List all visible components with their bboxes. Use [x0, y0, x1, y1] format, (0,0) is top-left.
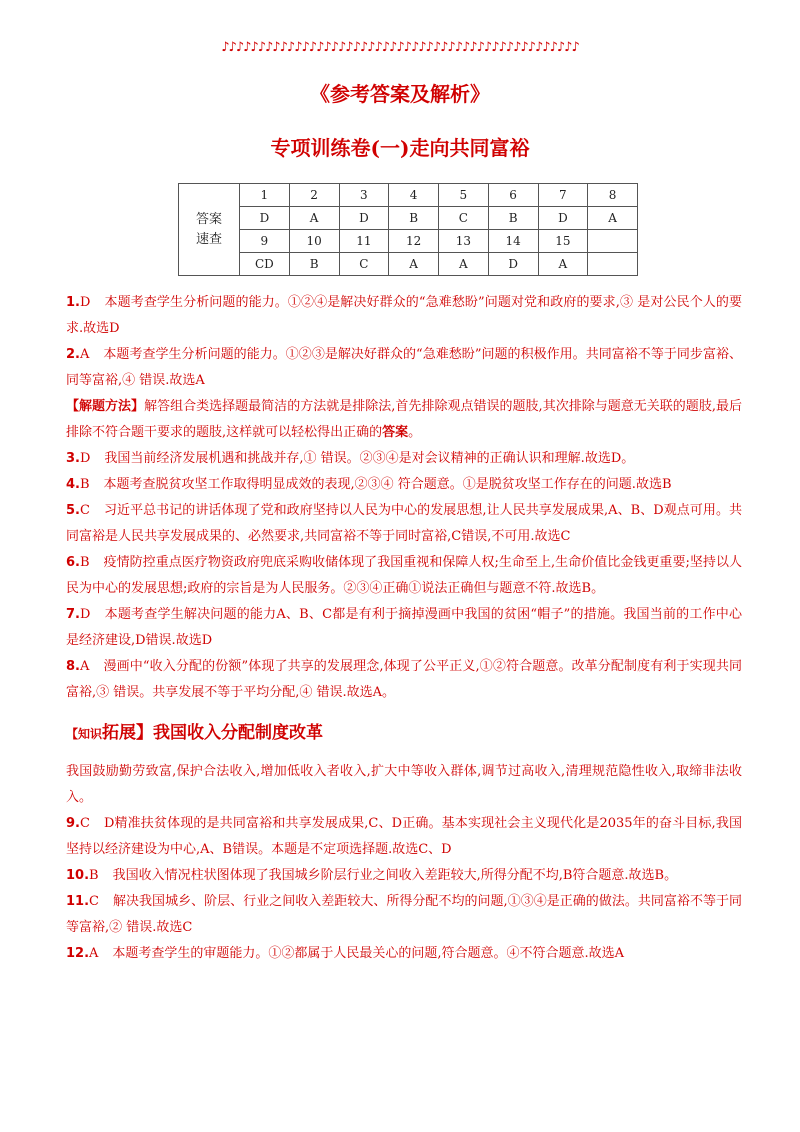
answer-item [66, 602, 742, 654]
label-line1: 答案 [195, 211, 222, 227]
table-cell: 13 [439, 230, 489, 253]
table-cell: A [588, 207, 638, 230]
item-text: 习近平总书记的讲话体现了党和政府坚持以人民为中心的发展思想,让人民共享发展成果,A、B、D观点可用。共同富裕是人民共享发展成果的、必然要求,共同富裕不等于同时富裕,C错误,不可用.故选C [66, 503, 742, 544]
table-cell: 4 [389, 184, 439, 207]
item-text: 本题考查学生分析问题的能力。①②④是解决好群众的“急难愁盼”问题对党和政府的要求,③ 是对公民个人的要求.故选D [66, 295, 742, 336]
answer-item [66, 889, 742, 941]
label-line2: 速查 [195, 231, 222, 247]
item-number: 10. [66, 868, 90, 883]
item-number: 2. [66, 347, 80, 362]
table-cell: A [289, 207, 339, 230]
table-cell: 14 [488, 230, 538, 253]
item-answer: C [79, 816, 90, 831]
table-cell [588, 253, 638, 276]
item-number: 9. [66, 816, 80, 831]
table-cell: D [488, 253, 538, 276]
method-bold-word: 答案 [382, 425, 409, 440]
answer-item [66, 472, 742, 498]
table-row [179, 230, 638, 253]
item-number: 11. [66, 894, 90, 909]
table-cell: 1 [240, 184, 290, 207]
item-answer: D [79, 451, 91, 466]
answer-item [66, 811, 742, 863]
table-cell [588, 230, 638, 253]
extension-text: 我国鼓励勤劳致富,保护合法收入,增加低收入者收入,扩大中等收入群体,调节过高收入,清理规范隐性收入,取缔非法收入。 [66, 764, 742, 805]
method-text-end: 。 [408, 425, 422, 440]
table-row [179, 207, 638, 230]
answer-table-label [179, 184, 240, 276]
item-text: 本题考查学生的审题能力。①②都属于人民最关心的问题,符合题意。④不符合题意.故选A [112, 946, 625, 961]
item-text: 我国当前经济发展机遇和挑战并存,① 错误。②③④是对会议精神的正确认识和理解.故选D。 [104, 451, 635, 466]
item-number: 12. [66, 946, 90, 961]
answer-item [66, 941, 742, 967]
table-cell: C [339, 253, 389, 276]
table-cell: B [289, 253, 339, 276]
method-text: 解答组合类选择题最简洁的方法就是排除法,首先排除观点错误的题肢,其次排除与题意无关联的题肢,最后排除不符合题干要求的题肢,这样就可以轻松得出正确的 [66, 399, 742, 440]
table-cell: CD [240, 253, 290, 276]
table-cell: 8 [588, 184, 638, 207]
method-note [66, 394, 742, 446]
table-cell: 2 [289, 184, 339, 207]
table-cell: 10 [289, 230, 339, 253]
knowledge-extension-heading [66, 718, 742, 749]
item-text: 本题考查学生分析问题的能力。①②③是解决好群众的“急难愁盼”问题的积极作用。共同富裕不等于同步富裕、同等富裕,④ 错误.故选A [66, 347, 742, 388]
answer-item [66, 290, 742, 342]
table-cell: 9 [240, 230, 290, 253]
table-cell: 11 [339, 230, 389, 253]
table-row [179, 184, 638, 207]
item-text: 解决我国城乡、阶层、行业之间收入差距较大、所得分配不均的问题,①③④是正确的做法。共同富裕不等于同等富裕,② 错误.故选C [66, 894, 742, 935]
item-number: 4. [66, 477, 80, 492]
item-answer: B [79, 555, 90, 570]
table-cell: 12 [389, 230, 439, 253]
item-text: 我国收入情况柱状图体现了我国城乡阶层行业之间收入差距较大,所得分配不均,B符合题意.故选B。 [112, 868, 678, 883]
item-number: 6. [66, 555, 80, 570]
table-cell: 6 [488, 184, 538, 207]
item-answer: D [79, 607, 91, 622]
item-number: 3. [66, 451, 80, 466]
table-cell: D [339, 207, 389, 230]
item-text: 疫情防控重点医疗物资政府兜底采购收储体现了我国重视和保障人权;生命至上,生命价值比金钱更重要;坚持以人民为中心的发展思想;政府的宗旨是为人民服务。②③④正确①说法正确但与题意不符.故选B。 [66, 555, 742, 596]
item-answer: B [89, 868, 99, 883]
table-row [179, 253, 638, 276]
answer-table [178, 183, 638, 276]
answer-item [66, 863, 742, 889]
answer-item [66, 342, 742, 394]
music-notes-border: ♪♪♪♪♪♪♪♪♪♪♪♪♪♪♪♪♪♪♪♪♪♪♪♪♪♪♪♪♪♪♪♪♪♪♪♪♪♪♪♪♪♪♪♪♪♪♪♪♪ [221, 40, 579, 55]
item-text: 漫画中“收入分配的份额”体现了共享的发展理念,体现了公平正义,①②符合题意。改革分配制度有利于实现共同富裕,③ 错误。共享发展不等于平均分配,④ 错误.故选A。 [66, 659, 742, 700]
table-cell: A [389, 253, 439, 276]
item-answer: D [79, 295, 91, 310]
extension-tag-end: 拓展】 [102, 723, 154, 743]
answer-item [66, 654, 742, 706]
extension-tag: 【知识 [66, 727, 103, 741]
item-answer: A [79, 659, 90, 674]
item-number: 5. [66, 503, 80, 518]
item-answer: C [89, 894, 99, 909]
table-cell: A [439, 253, 489, 276]
page-title: 《参考答案及解析》 [310, 82, 490, 106]
extension-title: 我国收入分配制度改革 [153, 723, 324, 743]
item-answer: C [79, 503, 90, 518]
item-answer: B [79, 477, 90, 492]
item-text: 本题考查脱贫攻坚工作取得明显成效的表现,②③④ 符合题意。①是脱贫攻坚工作存在的问题.故选B [103, 477, 672, 492]
table-cell: C [439, 207, 489, 230]
method-label: 【解题方法】 [66, 399, 145, 414]
answer-item [66, 498, 742, 550]
table-cell: A [538, 253, 588, 276]
item-number: 1. [66, 295, 80, 310]
table-cell: D [538, 207, 588, 230]
table-cell: 3 [339, 184, 389, 207]
table-cell: B [488, 207, 538, 230]
item-answer: A [89, 946, 99, 961]
item-answer: A [79, 347, 90, 362]
explanations [66, 290, 742, 967]
item-text: 本题考查学生解决问题的能力A、B、C都是有利于摘掉漫画中我国的贫困“帽子”的措施。我国当前的工作中心是经济建设,D错误.故选D [66, 607, 742, 648]
table-cell: D [240, 207, 290, 230]
item-number: 8. [66, 659, 80, 674]
item-text: D精准扶贫体现的是共同富裕和共享发展成果,C、D正确。基本实现社会主义现代化是2035年的奋斗目标,我国坚持以经济建设为中心,A、B错误。本题是不定项选择题.故选C、D [66, 816, 742, 857]
answer-item [66, 550, 742, 602]
table-cell: 7 [538, 184, 588, 207]
item-number: 7. [66, 607, 80, 622]
table-cell: 5 [439, 184, 489, 207]
page-subtitle: 专项训练卷(一)走向共同富裕 [270, 136, 530, 160]
answer-item [66, 446, 742, 472]
table-cell: B [389, 207, 439, 230]
table-cell: 15 [538, 230, 588, 253]
